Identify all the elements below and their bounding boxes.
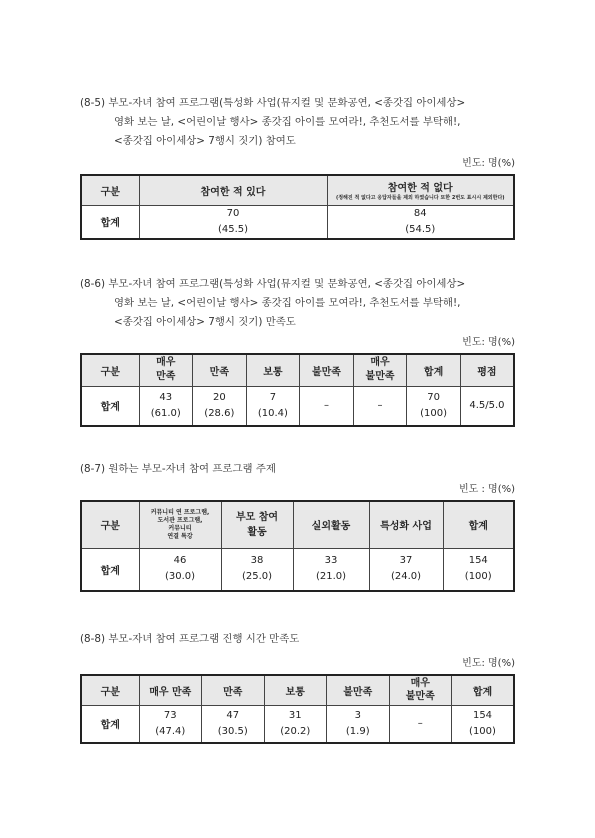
unit-label: 빈도: 명(%)	[462, 337, 515, 348]
header-total: 합계	[452, 675, 515, 705]
header-community-program: 커뮤니티 연 프로그램, 도서관 프로그램, 커뮤니티 연결 특강	[139, 501, 221, 548]
header-not-participated: 참여한 적 없다 (정해진 적 없다고 응답자들을 제외 하였습니다 또한 2번도 표시시 제외한다)	[327, 175, 514, 205]
cell-outdoor: 33 (21.0)	[293, 548, 369, 591]
row-total-label: 합계	[81, 548, 139, 591]
cell-total: 154 (100)	[443, 548, 514, 591]
cell-total: 154 (100)	[452, 705, 515, 743]
header-participated: 참여한 적 있다	[139, 175, 327, 205]
header-category: 구분	[81, 501, 139, 548]
unit-label: 빈도 : 명(%)	[458, 484, 515, 495]
header-category: 구분	[81, 354, 139, 386]
header-dissatisfied: 불만족	[300, 354, 354, 386]
header-category: 구분	[81, 175, 139, 205]
header-very-dissatisfied: 매우 불만족	[389, 675, 452, 705]
header-very-satisfied: 매우 만족	[139, 354, 193, 386]
cell-neutral: 7 (10.4)	[246, 386, 300, 426]
table-8-7	[80, 500, 515, 592]
header-total: 합계	[407, 354, 461, 386]
cell-not-participated: 84 (54.5)	[327, 205, 514, 239]
header-dissatisfied: 불만족	[327, 675, 390, 705]
cell-satisfied: 20 (28.6)	[193, 386, 247, 426]
header-category: 구분	[81, 675, 139, 705]
header-very-satisfied: 매우 만족	[139, 675, 202, 705]
section-8-5	[80, 94, 515, 240]
cell-dissatisfied: –	[300, 386, 354, 426]
table-8-8	[80, 674, 515, 744]
header-neutral: 보통	[264, 675, 327, 705]
unit-label: 빈도: 명(%)	[462, 658, 515, 669]
section-8-8	[80, 630, 515, 744]
cell-participated: 70 (45.5)	[139, 205, 327, 239]
header-total: 합계	[443, 501, 514, 548]
section-8-7	[80, 460, 515, 592]
cell-score: 4.5/5.0	[460, 386, 514, 426]
question-title-8-7: (8-7) 원하는 부모-자녀 참여 프로그램 주제	[80, 463, 276, 475]
row-total-label: 합계	[81, 386, 139, 426]
cell-total: 70 (100)	[407, 386, 461, 426]
question-title-8-6: (8-6) 부모-자녀 참여 프로그램(특성화 사업(뮤지컬 및 문화공연, <종갓집 아이세상> 영화 보는 날, <어린이날 행사> 종갓집 아이를 모여라!, 추천도서를 부탁해!, <종갓집 아이세상> 7행시 짓기) 만족도	[80, 278, 466, 328]
cell-neutral: 31 (20.2)	[264, 705, 327, 743]
section-8-6	[80, 275, 515, 427]
cell-very-satisfied: 73 (47.4)	[139, 705, 202, 743]
header-satisfied: 만족	[193, 354, 247, 386]
cell-very-dissatisfied: –	[353, 386, 407, 426]
table-8-5	[80, 174, 515, 240]
header-outdoor: 실외활동	[293, 501, 369, 548]
header-very-dissatisfied: 매우 불만족	[353, 354, 407, 386]
header-neutral: 보통	[246, 354, 300, 386]
unit-label: 빈도: 명(%)	[462, 158, 515, 169]
question-title-8-5: (8-5) 부모-자녀 참여 프로그램(특성화 사업(뮤지컬 및 문화공연, <종갓집 아이세상> 영화 보는 날, <어린이날 행사> 종갓집 아이를 모여라!, 추천도서를 부탁해!, <종갓집 아이세상> 7행시 짓기) 참여도	[80, 97, 466, 147]
cell-very-dissatisfied: –	[389, 705, 452, 743]
header-score: 평점	[460, 354, 514, 386]
header-parent-activity: 부모 참여 활동	[221, 501, 293, 548]
cell-satisfied: 47 (30.5)	[202, 705, 265, 743]
cell-dissatisfied: 3 (1.9)	[327, 705, 390, 743]
table-8-6	[80, 353, 515, 427]
cell-community-program: 46 (30.0)	[139, 548, 221, 591]
header-satisfied: 만족	[202, 675, 265, 705]
row-total-label: 합계	[81, 205, 139, 239]
cell-very-satisfied: 43 (61.0)	[139, 386, 193, 426]
cell-special-project: 37 (24.0)	[369, 548, 443, 591]
header-special-project: 특성화 사업	[369, 501, 443, 548]
question-title-8-8: (8-8) 부모-자녀 참여 프로그램 진행 시간 만족도	[80, 633, 300, 645]
row-total-label: 합계	[81, 705, 139, 743]
cell-parent-activity: 38 (25.0)	[221, 548, 293, 591]
